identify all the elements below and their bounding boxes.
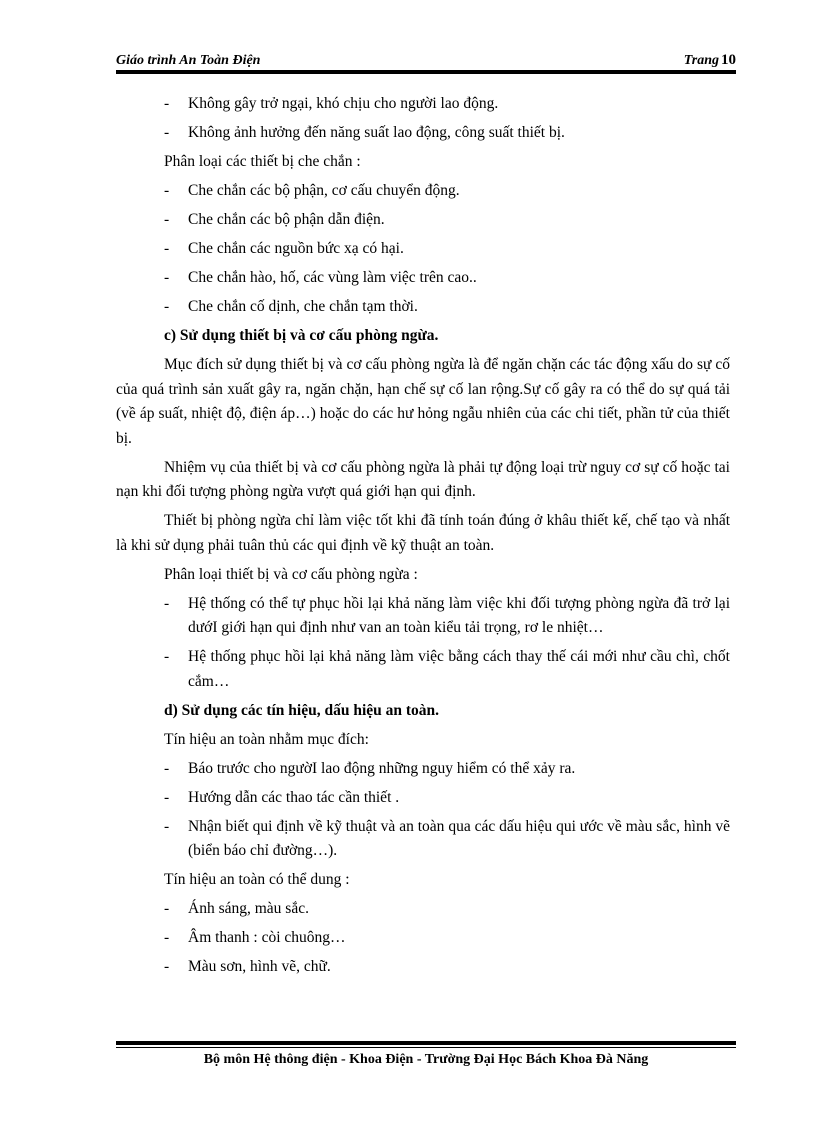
list-item (116, 179, 730, 204)
paragraph: Tín hiệu an toàn nhằm mục đích: (164, 730, 369, 748)
bullet-marker: - (164, 817, 170, 835)
page-label: Trang (683, 53, 719, 68)
list-item (116, 757, 730, 782)
page-header (116, 52, 736, 69)
document-title: Giáo trình An Toàn Điện (116, 53, 261, 68)
list-item (116, 926, 730, 951)
page-indicator (684, 52, 736, 69)
bullet-marker: - (164, 269, 170, 286)
list-item (116, 92, 730, 117)
bullet-marker: - (164, 648, 170, 665)
paragraph: Phân loại các thiết bị che chắn : (164, 153, 361, 170)
bullet-marker: - (164, 211, 170, 228)
bullet-marker: - (164, 124, 170, 141)
list-item-text: Che chắn các bộ phận, cơ cấu chuyển động. (188, 182, 460, 199)
list-item-text: Che chắn các bộ phận dẫn điện. (188, 211, 385, 228)
bullet-marker: - (164, 95, 170, 112)
bullet-marker: - (164, 298, 170, 315)
page-content (116, 92, 730, 984)
bullet-marker: - (164, 788, 170, 806)
list-item-text: Che chắn hào, hố, các vùng làm việc trên cao.. (188, 269, 477, 286)
bullet-marker: - (164, 182, 170, 199)
list-item-text: Báo trước cho ngườI lao động những nguy hiểm có thể xảy ra. (188, 759, 576, 777)
list-item (116, 237, 730, 262)
list-item-text: Nhận biết qui định về kỹ thuật và an toàn qua các dấu hiệu qui ước về màu sắc, hình vẽ (biển báo chỉ đường…). (188, 817, 730, 859)
footer-rule-thin (116, 1047, 736, 1048)
list-item (116, 786, 730, 811)
paragraph: Phân loại thiết bị và cơ cấu phòng ngừa : (164, 565, 418, 583)
list-item (116, 955, 730, 980)
list-item-text: Hệ thống phục hồi lại khả năng làm việc bằng cách thay thế cái mới như cầu chì, chốt cắm… (188, 648, 730, 690)
list-item (116, 266, 730, 291)
list-item (116, 815, 730, 864)
paragraph: Tín hiệu an toàn có thể dung : (164, 871, 350, 888)
header-rule (116, 70, 736, 74)
footer-rule (116, 1041, 736, 1045)
list-item-text: Hệ thống có thể tự phục hồi lại khả năng làm việc khi đối tượng phòng ngừa đã trở lại dướI giới hạn qui định như van an toàn kiểu tải trọng, rơ le nhiệt… (188, 594, 730, 636)
list-item (116, 645, 730, 694)
paragraph: Thiết bị phòng ngừa chỉ làm việc tốt khi đã tính toán đúng ở khâu thiết kế, chế tạo và nhất là khi sử dụng phải tuân thủ các qui định về kỹ thuật an toàn. (116, 512, 730, 554)
list-item (116, 295, 730, 320)
bullet-marker: - (164, 759, 170, 777)
list-item-text: Hướng dẫn các thao tác cần thiết . (188, 788, 400, 806)
paragraph: Nhiệm vụ của thiết bị và cơ cấu phòng ngừa là phải tự động loại trừ nguy cơ sự cố hoặc tai nạn khi đối tượng phòng ngừa vượt quá giới hạn qui định. (116, 458, 730, 500)
page-number: 10 (721, 52, 736, 68)
list-item-text: Che chắn các nguồn bức xạ có hại. (188, 240, 404, 257)
list-item (116, 897, 730, 922)
section-heading-d: d) Sử dụng các tín hiệu, dấu hiệu an toàn. (164, 701, 440, 719)
list-item (116, 592, 730, 641)
paragraph: Mục đích sử dụng thiết bị và cơ cấu phòng ngừa là để ngăn chặn các tác động xấu do sự cố của quá trình sản xuất gây ra, ngăn chặn, hạn chế sự cố lan rộng.Sự cố gây ra có thể do sự quá tải (về áp suất, nhiệt độ, điện áp…) hoặc do các hư hỏng ngẫu nhiên của các chi tiết, phần tử của thiết bị. (116, 356, 730, 447)
bullet-marker: - (164, 900, 170, 917)
bullet-marker: - (164, 594, 170, 612)
list-item-text: Không ảnh hưởng đến năng suất lao động, công suất thiết bị. (188, 124, 565, 141)
list-item (116, 121, 730, 146)
bullet-marker: - (164, 240, 170, 257)
bullet-marker: - (164, 958, 170, 975)
bullet-marker: - (164, 929, 170, 946)
list-item-text: Âm thanh : còi chuông… (188, 929, 346, 946)
list-item (116, 208, 730, 233)
list-item-text: Không gây trở ngại, khó chịu cho người lao động. (188, 95, 499, 112)
list-item-text: Ánh sáng, màu sắc. (188, 900, 309, 917)
section-heading-c: c) Sử dụng thiết bị và cơ cấu phòng ngừa. (164, 327, 439, 344)
page-footer: Bộ môn Hệ thông điện - Khoa Điện - Trường Đại Học Bách Khoa Đà Năng (203, 1052, 649, 1067)
list-item-text: Màu sơn, hình vẽ, chữ. (188, 958, 331, 975)
list-item-text: Che chắn cố dịnh, che chắn tạm thời. (188, 298, 418, 315)
